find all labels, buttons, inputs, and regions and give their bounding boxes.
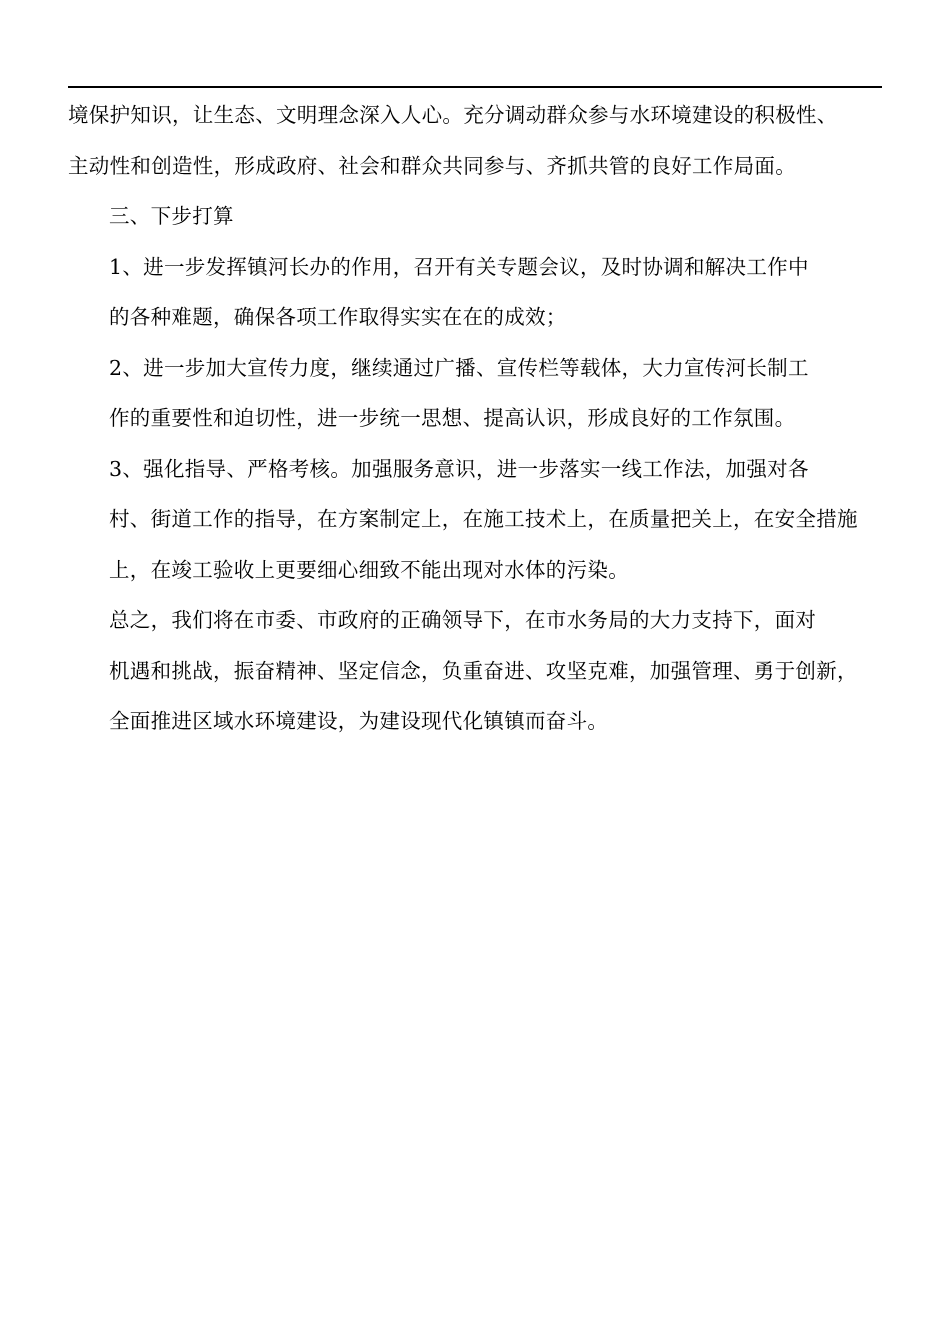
section-heading-next-steps bbox=[68, 191, 882, 242]
text-line: 机遇和挑战，振奋精神、坚定信念，负重奋进、攻坚克难，加强管理、勇于创新， bbox=[109, 658, 858, 683]
paragraph-conclusion bbox=[68, 595, 882, 747]
text-line: 全面推进区域水环境建设，为建设现代化镇镇而奋斗。 bbox=[109, 709, 609, 733]
paragraph-item-3 bbox=[68, 444, 882, 596]
text-line: 1、进一步发挥镇河长办的作用，召开有关专题会议，及时协调和解决工作中 bbox=[109, 254, 809, 279]
text-line: 3、强化指导、严格考核。加强服务意识，进一步落实一线工作法，加强对各 bbox=[109, 456, 809, 481]
header-rule bbox=[68, 86, 882, 88]
text-line: 2、进一步加大宣传力度，继续通过广播、宣传栏等载体，大力宣传河长制工 bbox=[109, 355, 809, 380]
text-line: 境保护知识，让生态、文明理念深入人心。充分调动群众参与水环境建设的积极性、 bbox=[68, 103, 838, 127]
text-line: 作的重要性和迫切性，进一步统一思想、提高认识，形成良好的工作氛围。 bbox=[109, 406, 796, 430]
text-line: 上，在竣工验收上更要细心细致不能出现对水体的污染。 bbox=[109, 557, 629, 582]
text-line: 总之，我们将在市委、市政府的正确领导下，在市水务局的大力支持下，面对 bbox=[109, 608, 817, 632]
paragraph-item-2 bbox=[68, 343, 882, 444]
paragraph-item-1 bbox=[68, 242, 882, 343]
text-line: 的各种难题，确保各项工作取得实实在在的成效； bbox=[109, 305, 567, 329]
text-line: 主动性和创造性，形成政府、社会和群众共同参与、齐抓共管的良好工作局面。 bbox=[68, 153, 796, 178]
section-heading: 三、下步打算 bbox=[109, 204, 234, 228]
paragraph-continuation bbox=[68, 90, 882, 191]
document-body bbox=[68, 90, 882, 747]
text-line: 村、街道工作的指导，在方案制定上，在施工技术上，在质量把关上，在安全措施 bbox=[109, 507, 858, 531]
